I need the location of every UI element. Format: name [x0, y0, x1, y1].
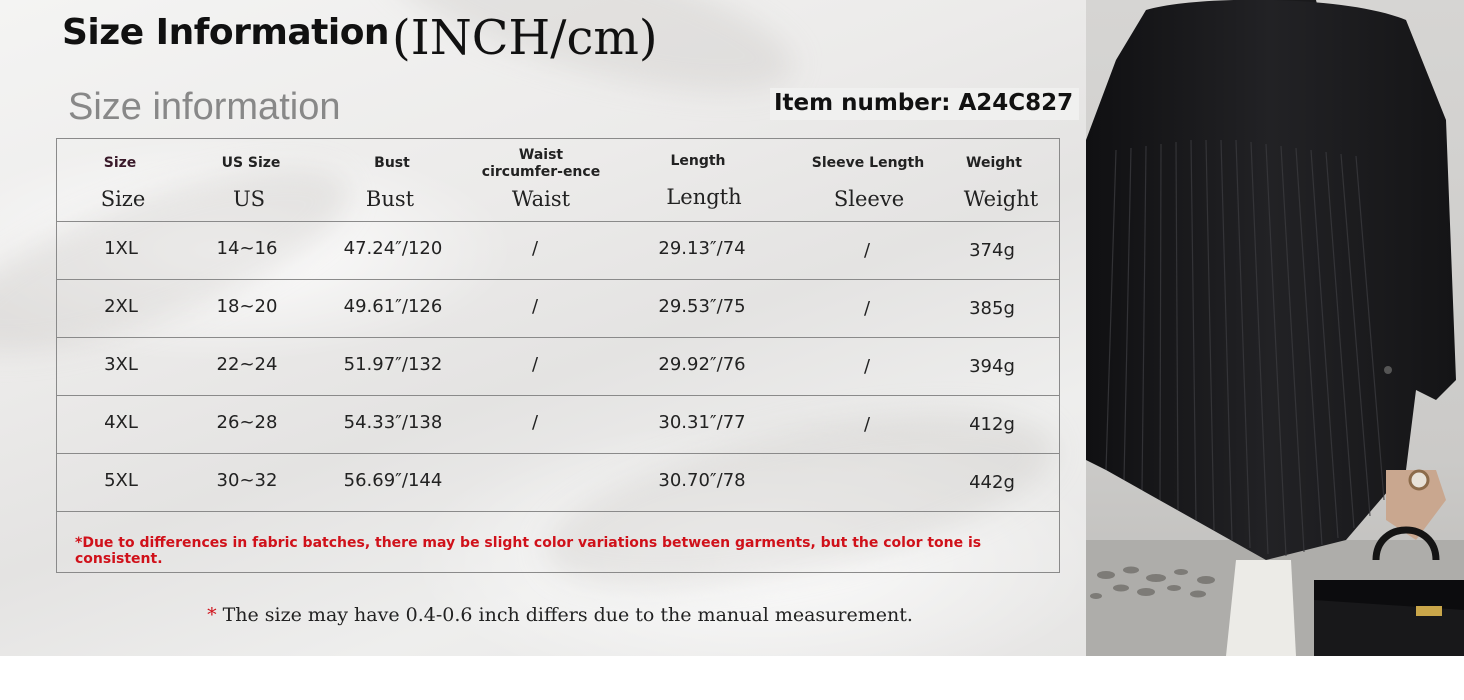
size-cell: 4XL	[104, 412, 138, 433]
sleeve-cell: /	[863, 414, 871, 435]
column-header-length: Length	[670, 153, 726, 169]
column-header-waist: Waist circumfer-ence	[481, 147, 601, 180]
size-cell: 2XL	[104, 296, 138, 317]
bust-cell: 54.33″/138	[343, 412, 443, 433]
us-size-cell: 18~20	[216, 296, 278, 317]
length-cell: 29.53″/75	[658, 296, 746, 317]
length-cell: 30.31″/77	[658, 412, 746, 433]
column-header-size: Size	[103, 155, 137, 171]
us-size-cell: 30~32	[216, 470, 278, 491]
sleeve-cell: /	[863, 356, 871, 377]
column-subheader-us: US	[232, 187, 266, 211]
page-title: Size Information	[62, 12, 390, 53]
waist-cell: /	[531, 354, 539, 375]
footnote-asterisk: *	[207, 604, 217, 626]
size-cell: 1XL	[104, 238, 138, 259]
weight-cell: 374g	[969, 240, 1015, 261]
column-subheader-weight: Weight	[963, 187, 1039, 211]
column-header-bust: Bust	[374, 155, 410, 171]
size-cell: 3XL	[104, 354, 138, 375]
wristwatch	[1410, 471, 1428, 489]
waist-cell: /	[531, 296, 539, 317]
bust-cell: 49.61″/126	[343, 296, 443, 317]
table-header-row	[57, 139, 1059, 222]
model-illustration	[1086, 0, 1464, 656]
column-header-us-size: US Size	[221, 155, 281, 171]
length-cell: 29.92″/76	[658, 354, 746, 375]
white-trousers	[1226, 560, 1296, 656]
table-row	[57, 338, 1059, 396]
length-cell: 30.70″/78	[658, 470, 746, 491]
waist-cell: /	[531, 238, 539, 259]
length-cell: 29.13″/74	[658, 238, 746, 259]
unit-label: (INCH/cm)	[392, 10, 658, 66]
table-row	[57, 396, 1059, 454]
us-size-cell: 22~24	[216, 354, 278, 375]
waist-cell: /	[531, 412, 539, 433]
column-subheader-length: Length	[666, 185, 742, 209]
cuff-button	[1384, 366, 1392, 374]
bust-cell: 51.97″/132	[343, 354, 443, 375]
size-cell: 5XL	[104, 470, 138, 491]
table-row	[57, 280, 1059, 338]
item-number-badge: Item number: A24C827	[770, 88, 1079, 120]
us-size-cell: 14~16	[216, 238, 278, 259]
weight-cell: 385g	[969, 298, 1015, 319]
bust-cell: 47.24″/120	[343, 238, 443, 259]
section-subtitle: Size information	[68, 86, 341, 128]
weight-cell: 394g	[969, 356, 1015, 377]
color-variation-notice: *Due to differences in fabric batches, there may be slight color variations between garments, but the color tone is consistent.	[75, 535, 982, 567]
table-row	[57, 222, 1059, 280]
handbag-clasp	[1416, 606, 1442, 616]
column-header-sleeve-length: Sleeve Length	[811, 155, 925, 171]
sleeve-cell: /	[863, 298, 871, 319]
weight-cell: 442g	[969, 472, 1015, 493]
size-table	[56, 138, 1060, 573]
table-row	[57, 454, 1059, 512]
weight-cell: 412g	[969, 414, 1015, 435]
sleeve-cell: /	[863, 240, 871, 261]
column-subheader-waist: Waist	[511, 187, 571, 211]
us-size-cell: 26~28	[216, 412, 278, 433]
column-subheader-sleeve: Sleeve	[833, 187, 905, 211]
footnote-text: The size may have 0.4-0.6 inch differs due to the manual measurement.	[216, 604, 913, 626]
column-header-weight: Weight	[966, 155, 1022, 171]
product-photo	[1086, 0, 1464, 656]
measurement-footnote	[0, 604, 1120, 626]
column-subheader-size: Size	[100, 187, 146, 211]
column-subheader-bust: Bust	[365, 187, 415, 211]
bust-cell: 56.69″/144	[343, 470, 443, 491]
